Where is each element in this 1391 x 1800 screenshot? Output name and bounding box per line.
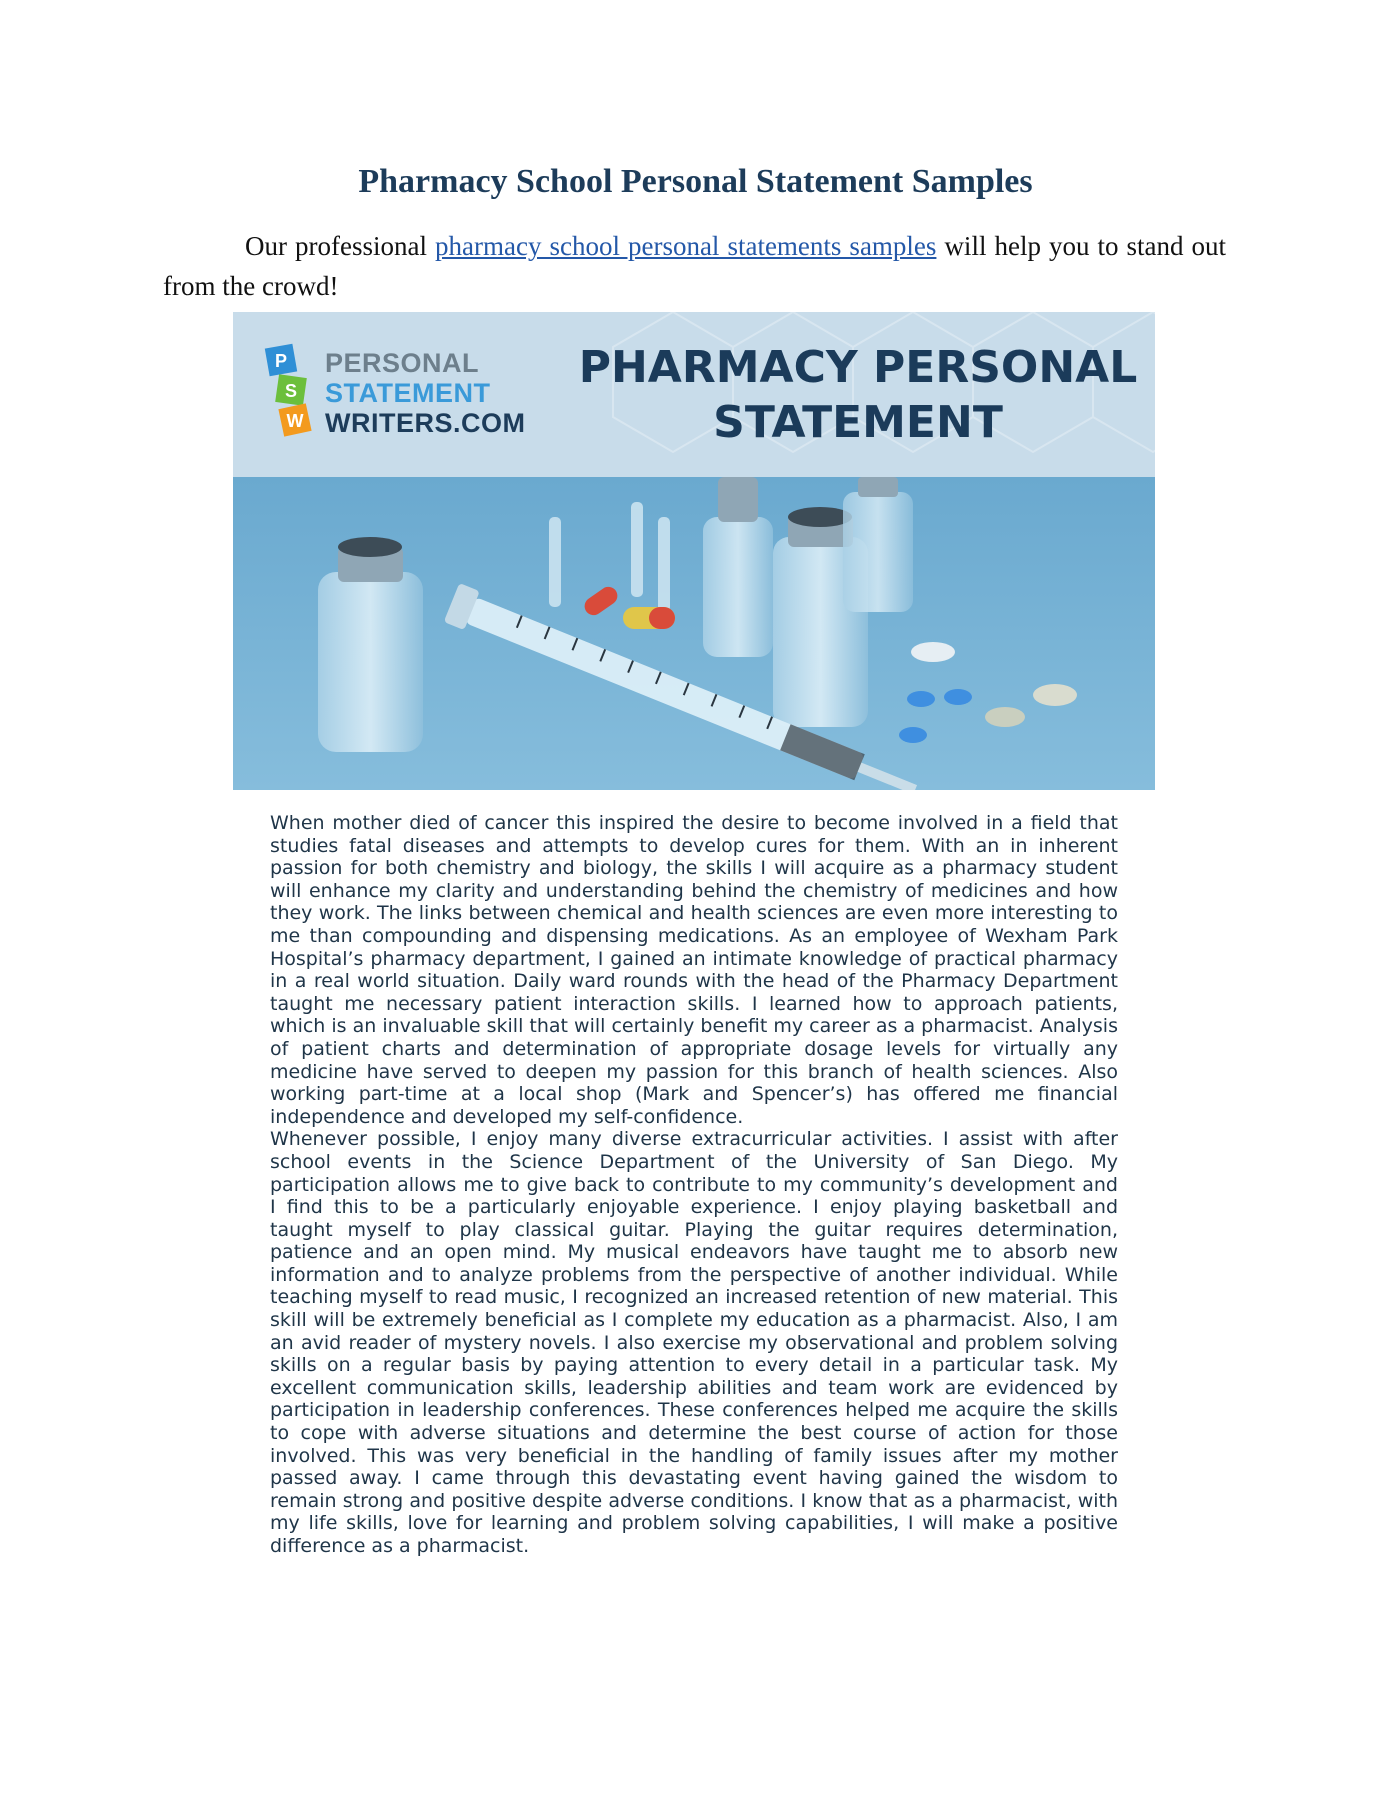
banner-image [233,312,1155,790]
pharmacy-illustration [233,477,1155,790]
banner-heading-line2: STATEMENT [713,397,1003,448]
statement-paragraph-2: Whenever possible, I enjoy many diverse extracurricular activities. I assist with after school events in the Science Department of the University of San Diego. My participation allows me to give back to contribute to my community’s development and I find this to be a particularly enjoyable experience. I enjoy playing basketball and taught myself to play classical guitar. Playing the guitar requires determination, patience and an open mind. My musical endeavors have taught me to absorb new information and to analyze problems from the perspective of another individual. While teaching myself to read music, I recognized an increased retention of new material. This skill will be extremely beneficial as I complete my education as a pharmacist. Also, I am an avid reader of mystery novels. I also exercise my observational and problem solving skills on a regular basis by paying attention to every detail in a particular task. My excellent communication skills, leadership abilities and team work are evidenced by participation in leadership conferences. These conferences helped me acquire the skills to cope with adverse situations and determine the best course of action for those involved. This was very beneficial in the handling of family issues after my mother passed away. I came through this devastating event having gained the wisdom to remain strong and positive despite adverse conditions. I know that as a pharmacist, with my life skills, love for learning and problem solving capabilities, I will make a positive difference as a pharmacist. [270,1128,1118,1557]
logo-letter-w: W [286,411,304,431]
pharmacy-photo [233,477,1155,790]
psw-logo [263,342,533,452]
vial-far-right-icon [843,477,913,612]
intro-paragraph [163,226,1226,306]
banner-heading [573,340,1143,450]
logo-letter-s: S [284,381,298,401]
logo-letter-p: P [274,351,288,371]
intro-prefix: Our professional [245,231,427,261]
page-title: Pharmacy School Personal Statement Samples [358,163,1033,200]
banner-header [233,312,1155,477]
logo-line-personal: PERSONAL [325,348,480,378]
samples-link[interactable]: pharmacy school personal statements samples [435,231,937,261]
statement-paragraph-1: When mother died of cancer this inspired the desire to become involved in a field that studies fatal diseases and attempts to develop cures for them. With an in inherent passion for both chemistry and biology, the skills I will acquire as a pharmacy student will enhance my clarity and understanding behind the chemistry of medicines and how they work. The links between chemical and health sciences are even more interesting to me than compounding and dispensing medications. As an employee of Wexham Park Hospital’s pharmacy department, I gained an intimate knowledge of practical pharmacy in a real world situation. Daily ward rounds with the head of the Pharmacy Department taught me necessary patient interaction skills. I learned how to approach patients, which is an invaluable skill that will certainly benefit my career as a pharmacist. Analysis of patient charts and determination of appropriate dosage levels for virtually any medicine have served to deepen my passion for this branch of health sciences. Also working part-time at a local shop (Mark and Spencer’s) has offered me financial independence and developed my self-confidence. [270,812,1118,1128]
logo-blocks [263,342,325,442]
logo-text [325,348,526,438]
banner-heading-line1: PHARMACY PERSONAL [578,342,1138,393]
personal-statement-body [270,812,1118,1558]
logo-line-statement: STATEMENT [325,378,491,408]
intro-suffix: will help you to stand out from the crowd! [163,231,1226,301]
logo-line-writers: WRITERS.COM [325,408,526,438]
